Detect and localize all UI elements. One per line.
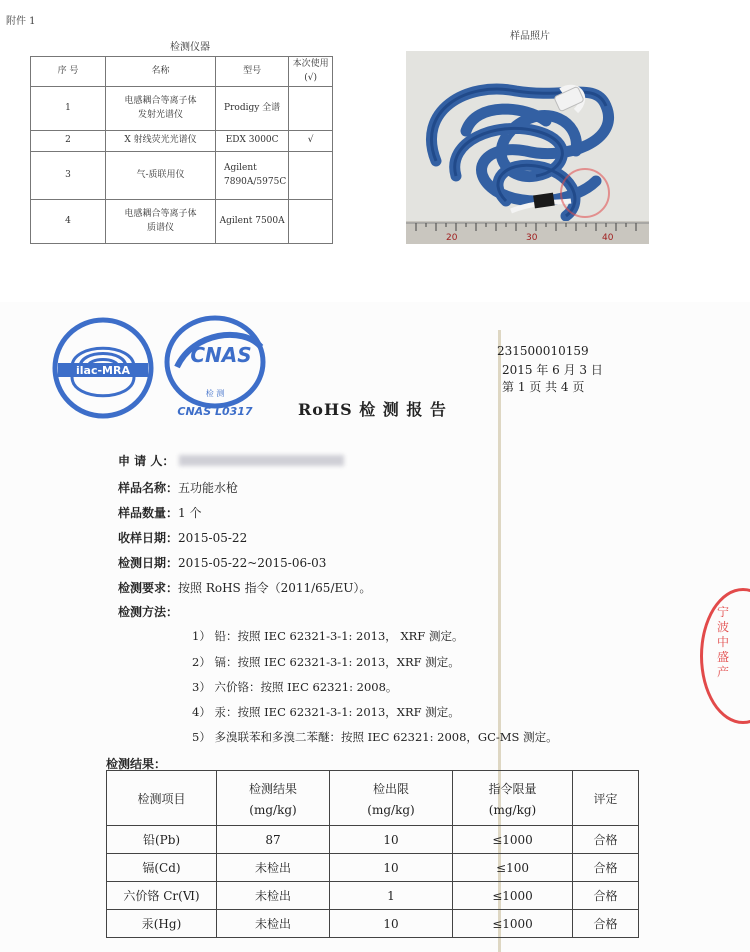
field-label: 样品名称： xyxy=(118,481,179,495)
method-item: 1） 铅：按照 IEC 62321-3-1: 2013， XRF 测定。 xyxy=(192,629,464,643)
photo-title: 样品照片 xyxy=(510,31,550,42)
res-item: 汞(Hg) xyxy=(107,910,217,938)
instruments-table xyxy=(30,56,333,244)
instr-header-no: 序 号 xyxy=(31,57,106,87)
attachment-label: 附件 1 xyxy=(6,16,36,27)
field-value: 五功能水枪 xyxy=(178,481,239,495)
res-result: 未检出 xyxy=(217,854,330,882)
ruler-label: 30 xyxy=(526,233,538,243)
cnas-logo xyxy=(163,312,268,420)
instr-no: 4 xyxy=(31,200,106,244)
res-header-limit xyxy=(330,771,453,826)
field-sample-qty xyxy=(118,502,201,521)
res-result: 未检出 xyxy=(217,882,330,910)
res-header-result-name: 检测结果 xyxy=(248,781,297,796)
table-row xyxy=(31,87,333,131)
instr-model: Prodigy 全谱 xyxy=(216,87,289,131)
method-item: 2） 镉：按照 IEC 62321-3-1: 2013，XRF 测定。 xyxy=(192,655,460,669)
results-table xyxy=(106,770,639,938)
res-limit: 1 xyxy=(330,882,453,910)
instr-no: 3 xyxy=(31,152,106,200)
res-result: 87 xyxy=(217,826,330,854)
ruler-label: 20 xyxy=(446,233,458,243)
instr-model: Agilent 7500A xyxy=(216,200,289,244)
field-value: 1 个 xyxy=(178,506,202,520)
instr-used xyxy=(289,152,333,200)
method-item: 5） 多溴联苯和多溴二苯醚：按照 IEC 62321: 2008，GC-MS 测定。 xyxy=(192,730,558,744)
res-header-directive xyxy=(453,771,573,826)
instr-name: 电感耦合等离子体发射光谱仪 xyxy=(106,87,216,131)
field-value: 按照 RoHS 指令（2011/65/EU）。 xyxy=(178,581,372,595)
res-directive: ≤100 xyxy=(453,854,573,882)
res-header-directive-unit: (mg/kg) xyxy=(488,802,537,817)
ruler-label: 40 xyxy=(602,233,614,243)
field-value: 2015-05-22 xyxy=(178,531,248,545)
field-applicant xyxy=(118,450,344,469)
res-result: 未检出 xyxy=(217,910,330,938)
results-label: 检测结果： xyxy=(106,757,167,771)
res-directive: ≤1000 xyxy=(453,910,573,938)
report-number: 231500010159 xyxy=(497,344,589,358)
field-label: 样品数量： xyxy=(118,506,179,520)
res-header-limit-unit: (mg/kg) xyxy=(367,802,415,817)
report-page-count: 第 1 页 共 4 页 xyxy=(502,380,585,394)
report-date: 2015 年 6 月 3 日 xyxy=(502,363,603,377)
instr-no: 2 xyxy=(31,131,106,152)
field-label: 申 请 人： xyxy=(118,454,175,468)
res-verdict: 合格 xyxy=(573,826,639,854)
methods-label: 检测方法： xyxy=(118,605,179,619)
table-row xyxy=(107,854,639,882)
photo-stamp xyxy=(560,168,610,218)
res-item: 镉(Cd) xyxy=(107,854,217,882)
hose-illustration xyxy=(406,51,649,244)
instr-used xyxy=(289,87,333,131)
res-header-result-unit: (mg/kg) xyxy=(249,802,297,817)
instr-name: 电感耦合等离子体质谱仪 xyxy=(106,200,216,244)
instr-name: 气-质联用仪 xyxy=(106,152,216,200)
res-verdict: 合格 xyxy=(573,910,639,938)
field-label: 收样日期： xyxy=(118,531,179,545)
instr-header-name: 名称 xyxy=(106,57,216,87)
table-row xyxy=(107,882,639,910)
instr-header-used: 本次使用(√) xyxy=(289,57,333,87)
field-label: 检测日期： xyxy=(118,556,179,570)
table-row xyxy=(107,910,639,938)
res-directive: ≤1000 xyxy=(453,826,573,854)
res-verdict: 合格 xyxy=(573,854,639,882)
instr-no: 1 xyxy=(31,87,106,131)
table-row xyxy=(31,152,333,200)
field-received-date xyxy=(118,527,247,546)
instr-used: √ xyxy=(289,131,333,152)
instr-name: X 射线荧光光谱仪 xyxy=(106,131,216,152)
cnas-sub: 检 测 xyxy=(205,389,225,398)
method-item: 4） 汞：按照 IEC 62321-3-1: 2013，XRF 测定。 xyxy=(192,705,460,719)
res-limit: 10 xyxy=(330,854,453,882)
field-test-date xyxy=(118,552,326,571)
stamp-text: 宁波中盛产 xyxy=(717,605,730,679)
field-sample-name xyxy=(118,477,238,496)
res-header-verdict: 评定 xyxy=(573,771,639,826)
res-limit: 10 xyxy=(330,910,453,938)
instr-model: EDX 3000C xyxy=(216,131,289,152)
res-limit: 10 xyxy=(330,826,453,854)
cnas-text: CNAS xyxy=(190,343,252,367)
method-item: 3） 六价铬：按照 IEC 62321: 2008。 xyxy=(192,680,398,694)
report-title: RoHS 检 测 报 告 xyxy=(298,400,447,419)
res-header-directive-name: 指令限量 xyxy=(488,781,537,796)
field-requirement xyxy=(118,577,371,596)
sample-photo xyxy=(406,51,649,244)
res-header-item: 检测项目 xyxy=(107,771,217,826)
res-directive: ≤1000 xyxy=(453,882,573,910)
ilac-text: ilac-MRA xyxy=(76,364,130,377)
instr-model: Agilent 7890A/5975C xyxy=(216,152,289,200)
table-row xyxy=(107,826,639,854)
res-header-limit-name: 检出限 xyxy=(372,781,409,796)
field-label: 检测要求： xyxy=(118,581,179,595)
cnas-code: CNAS L0317 xyxy=(177,405,253,418)
table-row xyxy=(31,131,333,152)
res-header-result xyxy=(217,771,330,826)
res-item: 六价铬 Cr(Ⅵ) xyxy=(107,882,217,910)
ilac-logo xyxy=(52,317,154,419)
instruments-title: 检测仪器 xyxy=(170,42,210,53)
redacted-block xyxy=(179,455,344,466)
res-item: 铅(Pb) xyxy=(107,826,217,854)
res-verdict: 合格 xyxy=(573,882,639,910)
field-value: 2015-05-22~2015-06-03 xyxy=(178,556,327,570)
instr-header-model: 型号 xyxy=(216,57,289,87)
table-row xyxy=(31,200,333,244)
instr-used xyxy=(289,200,333,244)
